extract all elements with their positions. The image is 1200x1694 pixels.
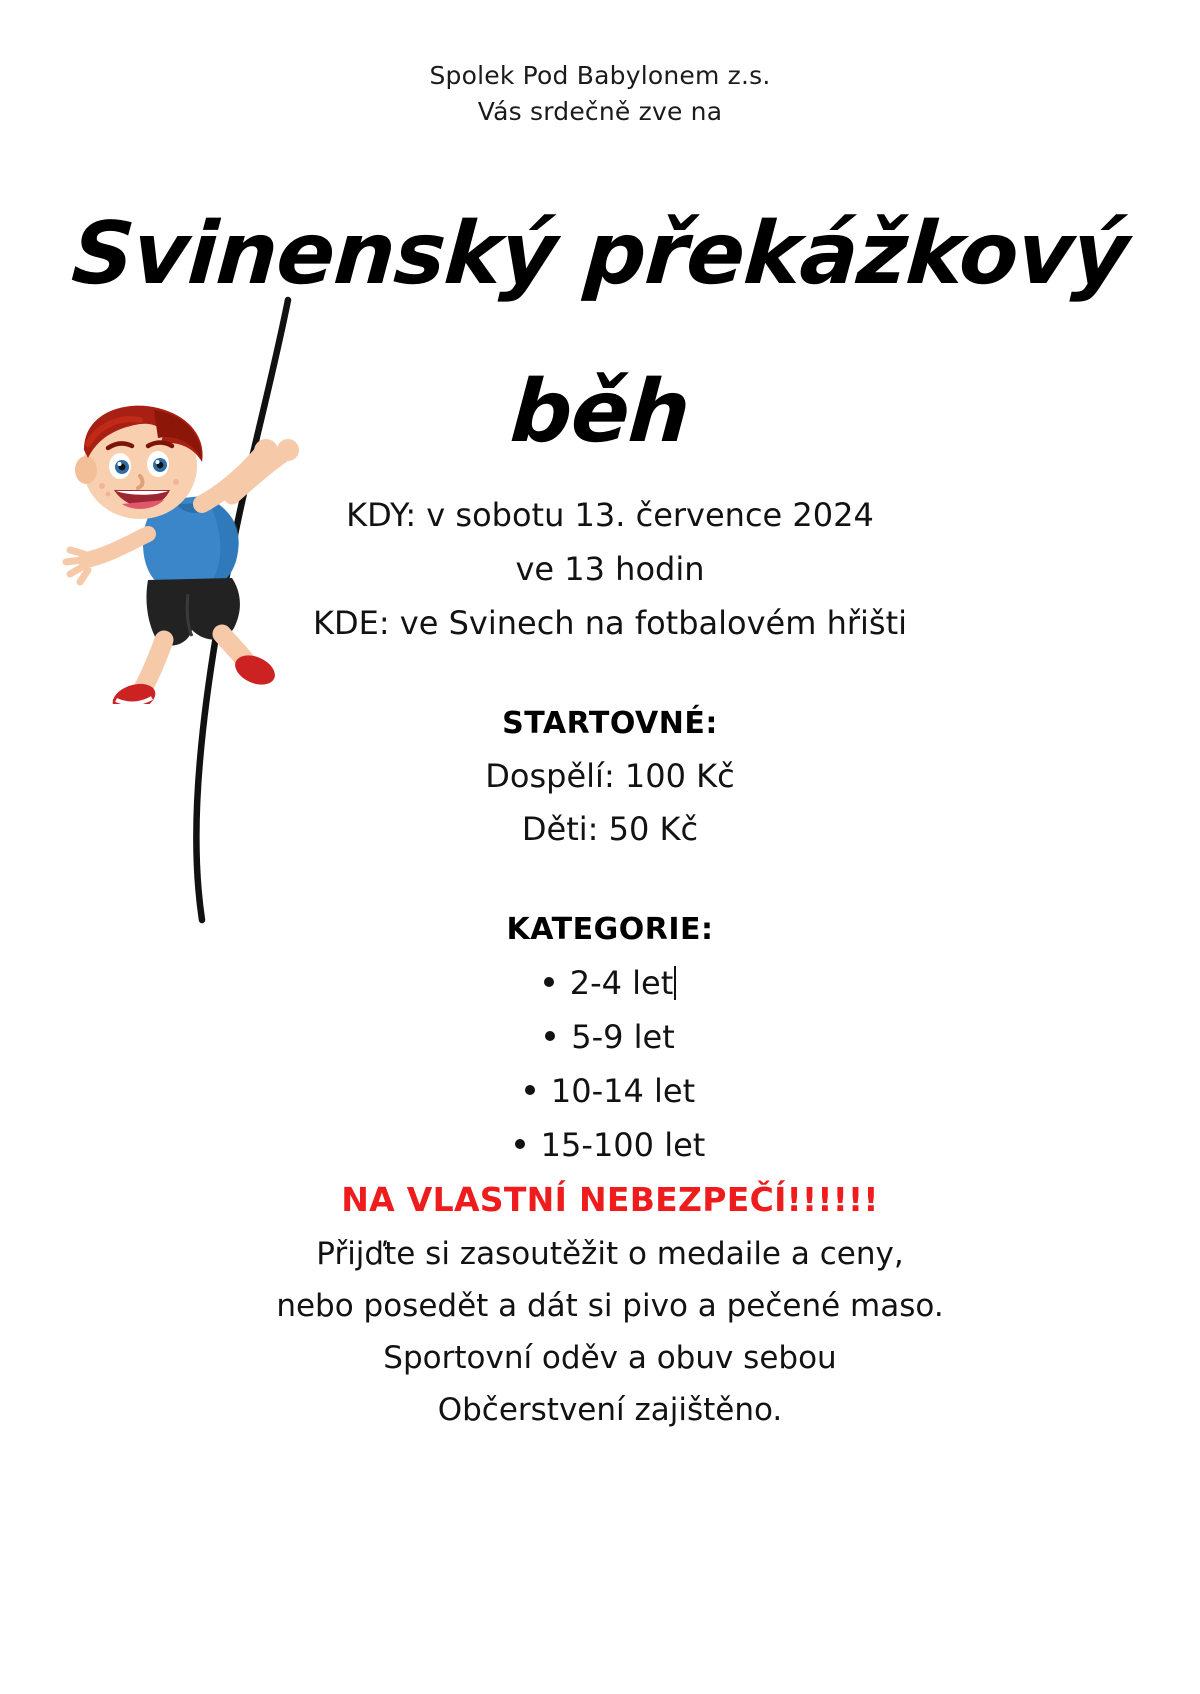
organizer-name: Spolek Pod Babylonem z.s. <box>429 61 771 90</box>
poster-title <box>0 175 1200 491</box>
outro-line-1: Přijďte si zasoutěžit o medaile a ceny, <box>316 1236 904 1272</box>
event-date: KDY: v sobotu 13. července 2024 <box>346 496 874 534</box>
spacer-before-fees <box>160 650 1060 698</box>
category-label: 5-9 let <box>571 1018 675 1056</box>
bullet-icon <box>515 1139 525 1149</box>
entry-fee-children: Děti: 50 Kč <box>521 810 699 848</box>
list-item <box>160 1118 1060 1172</box>
bullet-icon <box>544 977 554 987</box>
entry-fee-heading: STARTOVNÉ: <box>502 706 718 741</box>
outro-line-2: nebo posedět a dát si pivo a pečené maso. <box>276 1288 944 1324</box>
category-label: 10-14 let <box>550 1072 696 1110</box>
event-time: ve 13 hodin <box>515 550 705 588</box>
bullet-icon <box>525 1085 535 1095</box>
title-line-2: běh <box>507 362 693 462</box>
entry-fee-adults: Dospělí: 100 Kč <box>485 757 735 795</box>
outro-line-4: Občerstvení zajištěno. <box>437 1392 783 1428</box>
category-label: 2-4 let <box>569 964 674 1002</box>
list-item <box>160 1010 1060 1064</box>
categories-list <box>160 956 1060 1172</box>
event-location: KDE: ve Svinech na fotbalovém hřišti <box>313 604 907 642</box>
bullet-icon <box>545 1031 555 1041</box>
text-caret <box>674 966 676 1000</box>
outro-line-3: Sportovní oděv a obuv sebou <box>383 1340 837 1376</box>
category-label: 15-100 let <box>540 1126 706 1164</box>
risk-warning: NA VLASTNÍ NEBEZPEČÍ!!!!!! <box>341 1180 879 1219</box>
invitation-line: Vás srdečně zve na <box>477 97 723 126</box>
categories-heading: KATEGORIE: <box>506 912 714 947</box>
list-item <box>160 1064 1060 1118</box>
poster-body <box>160 488 1060 1436</box>
poster-header <box>0 58 1200 130</box>
spacer-before-categories <box>160 856 1060 904</box>
title-line-1: Svinenský překážkový <box>68 204 1132 304</box>
list-item <box>160 956 1060 1010</box>
